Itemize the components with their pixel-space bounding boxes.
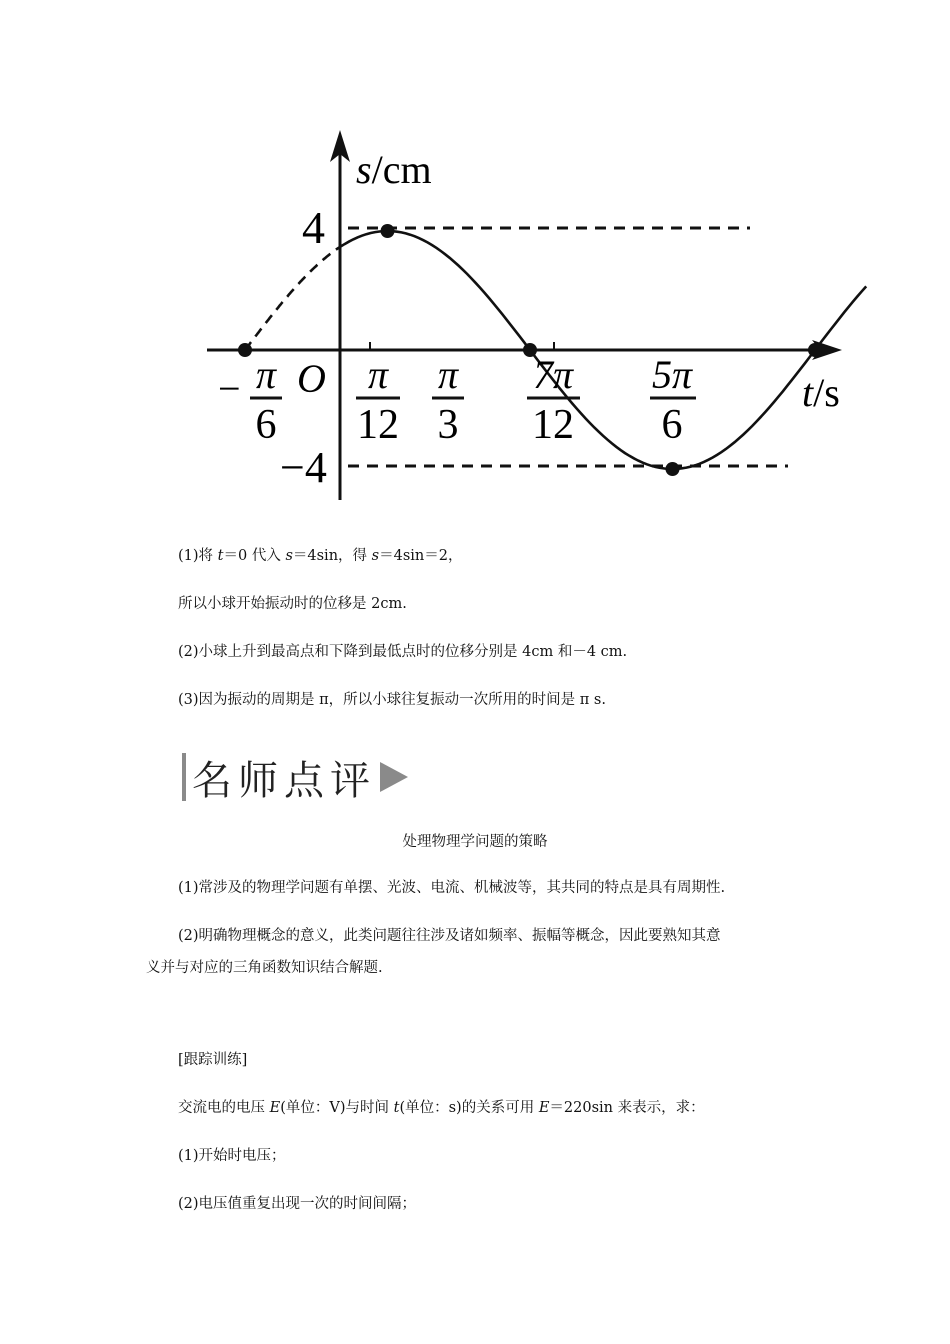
svg-text:6: 6 <box>255 402 277 448</box>
paragraph-4: (3)因为振动的周期是 π，所以小球往复振动一次所用的时间是 π s. <box>178 692 606 708</box>
x-tick-5pi-6 <box>650 352 696 448</box>
paragraph-8: 交流电的电压 E(单位：V)与时间 t(单位：s)的关系可用 E＝220sin 来表示，求： <box>178 1100 705 1116</box>
x-axis-label: t/s <box>802 370 840 415</box>
svg-text:12: 12 <box>532 402 574 448</box>
section-bar <box>182 753 186 801</box>
paragraph-9: (1)开始时电压； <box>178 1148 286 1164</box>
x-tick-neg-pi-6 <box>218 352 282 448</box>
paragraph-5: (1)常涉及的物理学问题有单摆、光波、电流、机械波等，其共同的特点是具有周期性. <box>178 880 726 896</box>
strategy-title: 处理物理学问题的策略 <box>402 834 548 850</box>
svg-text:π: π <box>367 352 389 397</box>
paragraph-10: (2)电压值重复出现一次的时间间隔； <box>178 1196 417 1212</box>
y-tick-positive: 4 <box>302 202 325 253</box>
svg-text:5π: 5π <box>651 352 693 397</box>
svg-text:12: 12 <box>357 402 399 448</box>
origin-label: O <box>297 356 326 401</box>
paragraph-6a: (2)明确物理概念的意义，此类问题往往涉及诸如频率、振幅等概念，因此要熟知其意 <box>178 928 721 944</box>
sine-graph <box>0 0 950 520</box>
x-tick-7pi-12 <box>527 352 580 448</box>
key-point-4 <box>808 343 822 357</box>
svg-text:π: π <box>255 352 277 397</box>
key-point-3 <box>666 462 680 476</box>
svg-text:7π: 7π <box>532 352 574 397</box>
svg-text:6: 6 <box>661 402 683 448</box>
paragraph-3: (2)小球上升到最高点和下降到最低点时的位移分别是 4cm 和－4 cm. <box>178 644 628 660</box>
section-heading <box>182 752 408 802</box>
curve-dashed-part <box>245 247 340 350</box>
section-title: 名师点评 <box>192 757 376 804</box>
y-tick-negative: −4 <box>280 443 327 492</box>
tracking-training-label: [跟踪训练] <box>178 1052 248 1068</box>
paragraph-2: 所以小球开始振动时的位移是 2cm. <box>178 596 407 612</box>
paragraph-6b: 义并与对应的三角函数知识结合解题. <box>146 960 383 976</box>
key-point-1 <box>381 224 395 238</box>
play-arrow-icon <box>380 762 408 792</box>
x-tick-pi-3 <box>432 352 464 448</box>
y-axis-label: s/cm <box>356 147 432 192</box>
x-tick-pi-12 <box>356 352 400 448</box>
paragraph-1: (1)将 t＝0 代入 s＝4sin，得 s＝4sin＝2， <box>178 548 463 564</box>
svg-text:−: − <box>218 366 241 411</box>
svg-text:π: π <box>437 352 459 397</box>
svg-text:3: 3 <box>437 402 459 448</box>
key-point-0 <box>238 343 252 357</box>
